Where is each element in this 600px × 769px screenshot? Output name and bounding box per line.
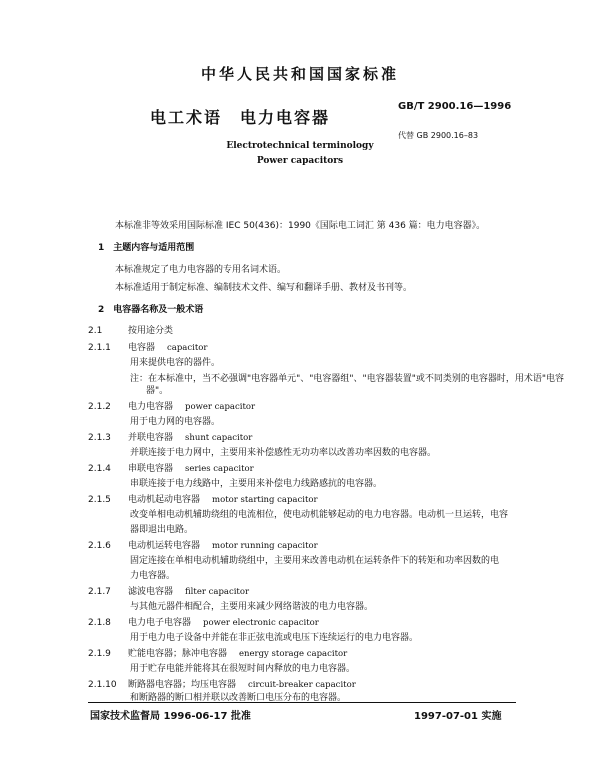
section-1-heading: 1 主题内容与适用范围: [98, 243, 195, 253]
term-english: shunt capacitor: [185, 433, 253, 443]
term-entry: [88, 677, 356, 690]
term-chinese: 电动机运转电容器: [128, 541, 201, 551]
term-english: motor running capacitor: [212, 541, 318, 551]
footer-divider: [88, 702, 516, 703]
term-entry: [88, 584, 249, 597]
term-chinese: 并联电容器: [128, 433, 174, 443]
subsection-2-1: [88, 323, 173, 336]
subsection-label: 按用途分类: [128, 326, 174, 336]
subsection-number: 2.1: [88, 326, 103, 336]
term-definition: 与其他元器件相配合，主要用来减少网络谐波的电力电容器。: [130, 602, 374, 612]
english-title-line-1: Electrotechnical terminology: [226, 141, 374, 151]
term-chinese: 电力电容器: [128, 402, 174, 412]
term-definition: 用于贮存电能并能将其在很短时间内释放的电力电容器。: [130, 664, 356, 674]
term-number: 2.1.4: [88, 464, 111, 474]
section-2-heading: 2 电容器名称及一般术语: [98, 305, 204, 315]
term-entry: [88, 430, 252, 443]
section-1-paragraph-1: 本标准规定了电力电容器的专用名词术语。: [115, 265, 287, 275]
term-entry: [88, 646, 347, 659]
term-definition: 和断路器的断口相并联以改善断口电压分布的电容器。: [130, 693, 347, 703]
approval-date: 国家技术监督局 1996-06-17 批准: [90, 711, 251, 722]
effective-date: 1997-07-01 实施: [414, 711, 502, 722]
term-number: 2.1.7: [88, 587, 111, 597]
term-english: energy storage capacitor: [239, 649, 348, 659]
term-number: 2.1.6: [88, 541, 111, 551]
term-definition: 用来提供电容的器件。: [130, 358, 221, 368]
term-entry: [88, 492, 318, 505]
term-english: filter capacitor: [185, 587, 250, 597]
term-definition: 串联连接于电力线路中，主要用来补偿电力线路感抗的电容器。: [130, 479, 383, 489]
term-entry: [88, 538, 318, 551]
term-definition: 用于电力网的电容器。: [130, 417, 221, 427]
section-1-paragraph-2: 本标准适用于制定标准、编制技术文件、编写和翻译手册、教材及书刊等。: [115, 283, 413, 293]
term-entry: [88, 399, 255, 412]
term-definition: 改变单相电动机辅助绕组的电流相位，使电动机能够起动的电力电容器。电动机一旦运转，电容: [130, 510, 509, 520]
term-number: 2.1.10: [88, 680, 117, 690]
term-number: 2.1.1: [88, 343, 111, 353]
term-number: 2.1.5: [88, 495, 111, 505]
term-number: 2.1.9: [88, 649, 111, 659]
term-chinese: 滤波电容器: [128, 587, 174, 597]
term-english: motor starting capacitor: [212, 495, 318, 505]
intro-paragraph: 本标准非等效采用国际标准 IEC 50(436)：1990《国际电工词汇 第 436 篇：电力电容器》。: [115, 221, 486, 231]
term-entry: [88, 615, 319, 628]
term-entry: [88, 461, 254, 474]
term-chinese: 断路器电容器；均压电容器: [128, 680, 237, 690]
replaces-note: 代替 GB 2900.16–83: [398, 131, 479, 140]
term-chinese: 电动机起动电容器: [128, 495, 201, 505]
term-definition-continued: 力电容器。: [130, 571, 176, 581]
term-note-line-2: 器"。: [146, 386, 169, 396]
term-definition: 用于电力电子设备中并能在非正弦电流或电压下连续运行的电力电容器。: [130, 633, 419, 643]
standard-code: GB/T 2900.16—1996: [398, 101, 512, 112]
term-chinese: 贮能电容器；脉冲电容器: [128, 649, 228, 659]
term-english: series capacitor: [185, 464, 254, 474]
term-chinese: 电容器: [128, 343, 156, 353]
term-english: power electronic capacitor: [203, 618, 319, 628]
term-chinese: 串联电容器: [128, 464, 174, 474]
term-definition: 并联连接于电力网中，主要用来补偿感性无功功率以改善功率因数的电容器。: [130, 448, 437, 458]
term-number: 2.1.8: [88, 618, 111, 628]
term-number: 2.1.3: [88, 433, 111, 443]
term-english: circuit-breaker capacitor: [248, 680, 356, 690]
term-entry: [88, 340, 207, 353]
term-note-line-1: 注：在本标准中，当不必强调"电容器单元"、"电容器组"、"电容器装置"或不同类别的电容器时，用术语"电容: [130, 374, 564, 384]
english-title-line-2: Power capacitors: [256, 156, 344, 166]
term-chinese: 电力电子电容器: [128, 618, 192, 628]
term-number: 2.1.2: [88, 402, 111, 412]
term-english: capacitor: [167, 343, 208, 353]
term-english: power capacitor: [185, 402, 256, 412]
term-definition: 固定连接在单相电动机辅助绕组中，主要用来改善电动机在运转条件下的转矩和功率因数的电: [130, 556, 500, 566]
standard-title: 中华人民共和国国家标准: [200, 65, 399, 83]
term-definition-continued: 器即退出电路。: [130, 525, 194, 535]
document-title: 电工术语 电力电容器: [150, 108, 331, 127]
